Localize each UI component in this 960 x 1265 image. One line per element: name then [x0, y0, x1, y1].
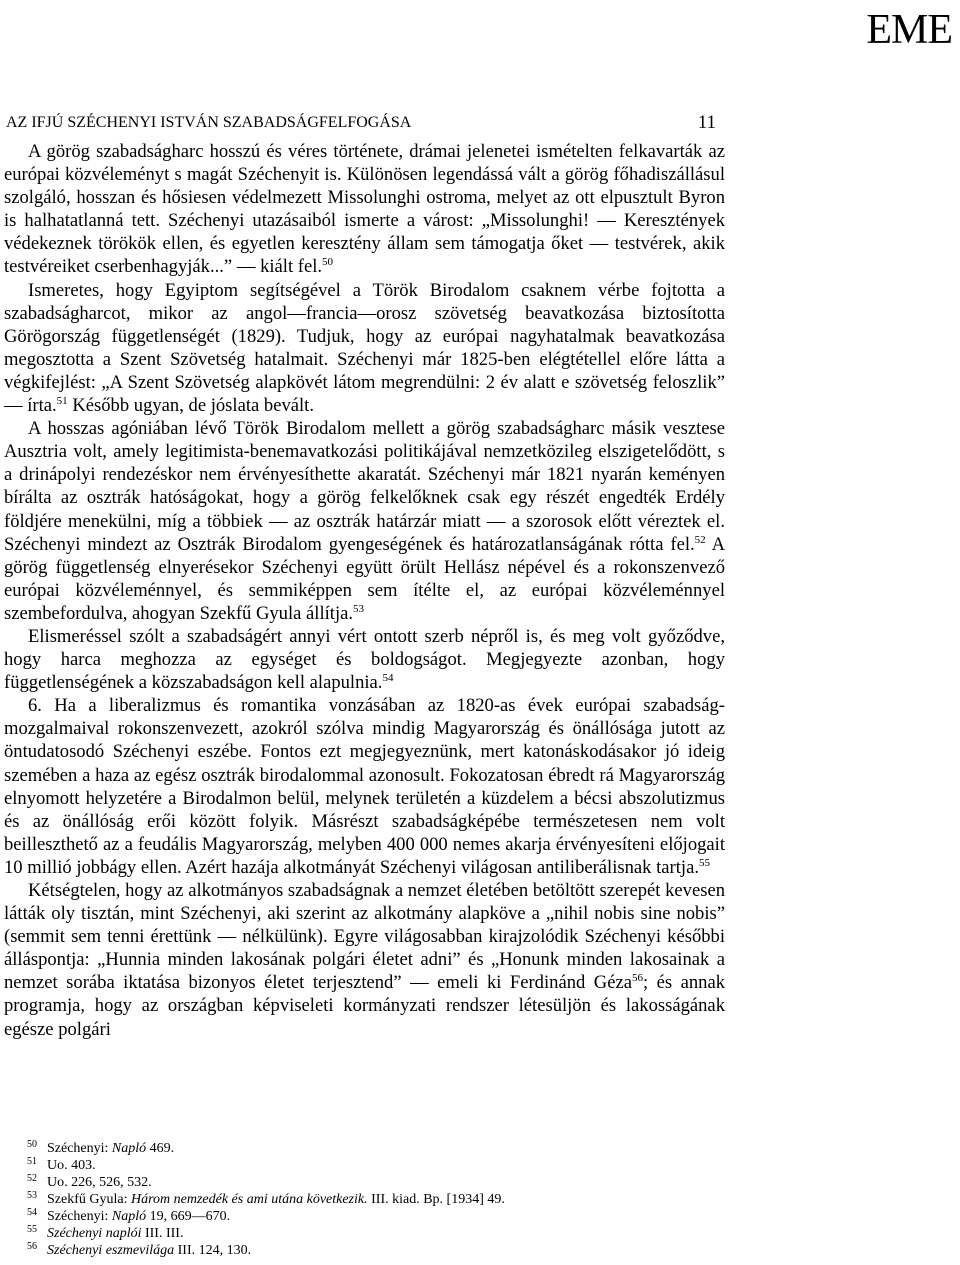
footnote-ref: 51	[56, 395, 68, 408]
publisher-logo: EME	[866, 7, 952, 53]
page-number: 11	[697, 112, 716, 133]
paragraph: 6. Ha a liberalizmus és romantika vonzásában az 1820-as évek európai szabadság-mozgalmaival rokonszenvezett, azokról szólva mindig Magyarország és önállósága jutott az öntudatosodó Széchenyi eszébe. Fontos ezt megjegyeznünk, mert katonáskodásakor jó ideig szemében a haza az egész osztrák birodalommal azonosult. Fokozatosan ébredt rá Magyarország elnyomott helyzetére a Birodalmon belül, melynek területén a küzdelem a bécsi abszolutizmus és az önállóság erői között folyik. Másrészt szabadságképébe természetesen nem volt beilleszthető az a feudális Magyarország, melyben 400 000 nemes akarja érvényesíteni előjogait 10 millió jobbágy ellen. Azért hazája alkotmányát Széchenyi világosan antiliberálisnak tartja.$^{55}$	[4, 695, 725, 878]
footnote-ref: 53	[353, 602, 365, 615]
footnote: 51 Uo. 403.	[27, 1156, 96, 1173]
footnote-ref: 55	[698, 856, 710, 869]
footnotes	[27, 1140, 505, 1259]
running-title: AZ IFJÚ SZÉCHENYI ISTVÁN SZABADSÁGFELFOGÁSA	[6, 114, 412, 131]
footnote-ref: 56	[631, 972, 643, 985]
footnote: 52 Uo. 226, 526, 532.	[27, 1173, 152, 1190]
footnote: 55 Széchenyi naplói III. III.	[27, 1224, 184, 1241]
footnote: 56 Széchenyi eszmevilága III. 124, 130.	[27, 1241, 252, 1258]
footnote-ref: 52	[694, 533, 706, 546]
paragraph: Kétségtelen, hogy az alkotmányos szabadságnak a nemzet életében betöltött szerepét kevesen látták oly tisztán, mint Széchenyi, aki szerint az alkotmány alapköve a „nihil nobis sine nobis” (semmit sem tenni érettünk — nélkülünk). Egyre világosabban kirajzolódik Széchenyi későbbi álláspontja: „Hunnia minden lakosának polgári életet adni” és „Honunk minden lakosainak a nemzet sorába iktatása bizonyos életet terjesztend” — emeli ki Ferdinánd Géza$^{56}$; és annak programja, hogy az országban képviseleti kormányzati rendszer létesüljön és lakosságának egésze polgári	[4, 880, 725, 1040]
footnote: 50 Széchenyi: Napló 469.	[27, 1139, 175, 1156]
paragraph: A görög szabadságharc hosszú és véres története, drámai jelenetei ismételten felkavarták az európai közvéleményt s magát Széchenyit is. Különösen legendássá vált a görög főhadiszállásul szolgáló, hosszan és hősiesen védelmezett Missolunghi ostroma, melyet az ott elpusztult Byron is halhatatlanná tett. Széchenyi utazásaiból ismerte a várost: „Missolunghi! — Keresztények védekeznek törökök ellen, és egyetlen keresztény állam sem támogatja őket — testvérek, akik testvéreiket cserbenhagyják...” — kiált fel.$^{50}$	[4, 141, 725, 278]
paragraph: Ismeretes, hogy Egyiptom segítségével a Török Birodalom csaknem vérbe fojtotta a szabadságharcot, mikor az angol—francia—orosz szövetség beavatkozása biztosította Görögország függetlenségét (1829). Tudjuk, hogy az európai nagyhatalmak beavatkozása megosztotta a Szent Szövetség hatalmait. Széchenyi már 1825-ben elégtétellel előre látta a végkifejlést: „A Szent Szövetség alapkövét látom megrendülni: 2 év alatt e szövetség feloszlik” — írta.$^{51}$ Később ugyan, de jóslata bevált.	[4, 279, 725, 417]
footnote-ref: 50	[322, 256, 334, 269]
footnote-ref: 54	[382, 672, 394, 685]
paragraph: Elismeréssel szólt a szabadságért annyi vért ontott szerb népről is, és meg volt győződve, hogy harca meghozza az egységet és boldogságot. Megjegyezte azonban, hogy függetlenségének a közszabadságon kell alapulnia.$^{54}$	[4, 625, 725, 694]
footnote: 53 Szekfű Gyula: Három nemzedék és ami utána következik. III. kiad. Bp. [1934] 49.	[27, 1190, 505, 1207]
footnote: 54 Széchenyi: Napló 19, 669—670.	[27, 1207, 231, 1224]
running-header	[6, 114, 716, 132]
main-text	[4, 140, 725, 1041]
paragraph: A hosszas agóniában lévő Török Birodalom mellett a görög szabadságharc másik vesztese Ausztria volt, amely legitimista-benemavatkozási politikájával nemzetközileg elszigetelődött, s a drinápolyi rendezéskor nem érvényesíthette akaratát. Széchenyi már 1821 nyarán keményen bírálta az osztrák hatóságokat, hogy a görög felkelőknek csak egy részét engedték Erdély földjére menekülni, míg a többiek — az osztrák határzár miatt — a szorosok előtt véreztek el. Széchenyi mindezt az Osztrák Birodalom gyengeségének és határozatlanságának rótta fel.$^{52}$ A görög függetlenség elnyerésekor Széchenyi együtt örült Hellász népével és a rokonszenvező európai közvéleménnyel, és semmiképpen sem ítélte el, az európai közvéleménnyel szembefordulva, ahogyan Szekfű Gyula állítja.$^{53}$	[4, 418, 725, 624]
